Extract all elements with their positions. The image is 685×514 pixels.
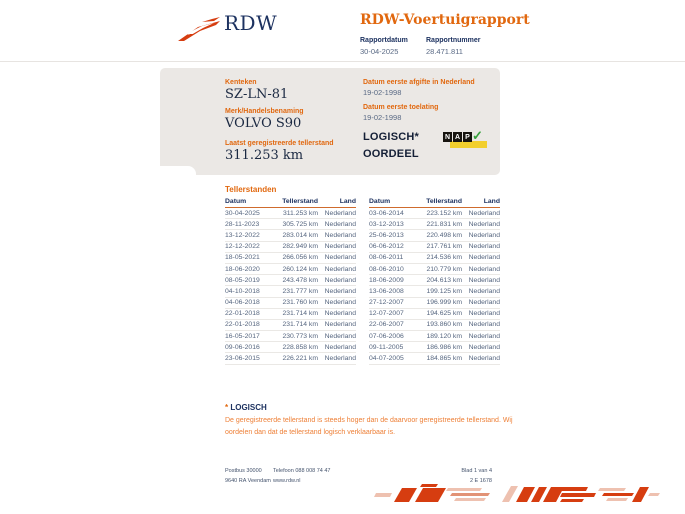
nap-letter-n: N [444, 133, 451, 141]
table-cell: 09-11-2005 [369, 343, 404, 351]
table-row [369, 242, 500, 253]
table-row [369, 298, 500, 309]
table-row [369, 320, 500, 331]
table-cell: Nederland [324, 220, 356, 228]
column-header-tellerstand: Tellerstand [282, 198, 318, 205]
table-cell: 12-12-2022 [225, 243, 260, 251]
table-cell: 12-07-2007 [369, 310, 404, 318]
table-cell: 22-01-2018 [225, 310, 260, 318]
table-cell: Nederland [324, 299, 356, 307]
table-row [225, 253, 356, 264]
table-row [369, 309, 500, 320]
table-row [225, 264, 356, 275]
table-cell: 184.865 km [426, 355, 462, 363]
page-title: RDW-Voertuigrapport [360, 12, 530, 28]
footer [225, 466, 331, 487]
table-cell: 08-06-2011 [369, 254, 404, 262]
table-row [225, 342, 356, 353]
merk-value: VOLVO S90 [225, 116, 302, 131]
table-cell: 09-06-2016 [225, 343, 260, 351]
footer-phone: Telefoon 088 008 74 47 [273, 468, 331, 474]
table-cell: Nederland [468, 343, 500, 351]
table-cell: Nederland [468, 243, 500, 251]
table-cell: 04-06-2018 [225, 299, 260, 307]
table-cell: 231.714 km [282, 310, 318, 318]
tellerstanden-title: Tellerstanden [225, 185, 277, 194]
table-cell: Nederland [324, 209, 356, 217]
table-cell: Nederland [324, 231, 356, 239]
table-cell: 04-07-2005 [369, 355, 404, 363]
vehicle-summary-panel [160, 68, 500, 175]
rdw-stripes-graphic [372, 484, 660, 511]
nap-letter-p: P [463, 132, 472, 142]
table-cell: 260.124 km [282, 265, 318, 273]
rdw-logo-text: RDW [224, 11, 278, 35]
table-cell: Nederland [324, 254, 356, 262]
table-cell: 217.761 km [426, 243, 462, 251]
table-row [225, 230, 356, 241]
table-cell: 210.779 km [426, 265, 462, 273]
table-cell: Nederland [324, 321, 356, 329]
table-cell: 25-06-2013 [369, 231, 404, 239]
table-cell: 220.498 km [426, 231, 462, 239]
table-cell: 16-05-2017 [225, 332, 260, 340]
table-cell: 27-12-2007 [369, 299, 404, 307]
table-cell: Nederland [468, 220, 500, 228]
merk-label: Merk/Handelsbenaming [225, 108, 304, 115]
table-cell: Nederland [468, 265, 500, 273]
table-cell: Nederland [324, 332, 356, 340]
column-header-datum: Datum [369, 198, 391, 205]
table-cell: Nederland [468, 299, 500, 307]
table-row [225, 353, 356, 364]
table-row [369, 208, 500, 219]
column-header-land: Land [339, 198, 356, 205]
oordeel-text: LOGISCH* OORDEEL [363, 131, 419, 160]
table-cell: Nederland [324, 355, 356, 363]
table-cell: 231.714 km [282, 321, 318, 329]
table-cell: 07-06-2006 [369, 332, 404, 340]
nap-logo [443, 128, 491, 150]
table-cell: 283.014 km [282, 231, 318, 239]
table-cell: 08-06-2010 [369, 265, 404, 273]
table-row [369, 264, 500, 275]
table-cell: 204.613 km [426, 276, 462, 284]
table-row [225, 219, 356, 230]
table-cell: 199.125 km [426, 287, 462, 295]
afgifte-label: Datum eerste afgifte in Nederland [363, 79, 475, 86]
table-cell: 305.725 km [282, 220, 318, 228]
table-cell: 189.120 km [426, 332, 462, 340]
table-cell: 22-01-2018 [225, 321, 260, 329]
table-cell: 03-06-2014 [369, 209, 404, 217]
table-cell: 18-06-2009 [369, 276, 404, 284]
footer-website-link[interactable]: www.rdw.nl [273, 478, 301, 485]
table-cell: 23-06-2015 [225, 355, 260, 363]
table-row [225, 286, 356, 297]
table-row [369, 253, 500, 264]
tellerstand-value: 311.253 km [225, 148, 304, 163]
table-cell: 214.536 km [426, 254, 462, 262]
table-cell: 226.221 km [282, 355, 318, 363]
report-number-label: Rapportnummer [426, 37, 481, 44]
nap-check-icon: ✓ [472, 128, 483, 143]
table-row [225, 275, 356, 286]
report-date-value: 30-04-2025 [360, 47, 399, 56]
table-cell: 228.858 km [282, 343, 318, 351]
footer-address-line1: Postbus 30000 [225, 468, 262, 474]
table-cell: 243.478 km [282, 276, 318, 284]
table-row [369, 286, 500, 297]
table-cell: Nederland [468, 254, 500, 262]
table-cell: 266.056 km [282, 254, 318, 262]
toelating-value: 19-02-1998 [363, 113, 402, 122]
table-cell: 194.625 km [426, 310, 462, 318]
table-row [369, 342, 500, 353]
table-row [369, 275, 500, 286]
header-divider [0, 61, 685, 62]
afgifte-value: 19-02-1998 [363, 88, 402, 97]
table-cell: 30-04-2025 [225, 209, 260, 217]
table-cell: Nederland [468, 310, 500, 318]
table-cell: 18-05-2021 [225, 254, 260, 262]
table-cell: Nederland [324, 265, 356, 273]
footer-address-line2: 9640 RA Veendam [225, 478, 271, 485]
table-cell: 06-06-2012 [369, 243, 404, 251]
table-cell: 193.860 km [426, 321, 462, 329]
table-cell: Nederland [324, 343, 356, 351]
kenteken-value: SZ-LN-81 [225, 87, 289, 102]
tellerstanden-table-right [369, 198, 500, 365]
table-cell: Nederland [324, 287, 356, 295]
table-cell: 13-06-2008 [369, 287, 404, 295]
table-cell: Nederland [468, 231, 500, 239]
table-row [225, 208, 356, 219]
tellerstanden-table-left [225, 198, 356, 365]
table-cell: 04-10-2018 [225, 287, 260, 295]
rdw-logo-icon [176, 15, 220, 48]
table-cell: 311.253 km [282, 209, 318, 217]
table-row [225, 242, 356, 253]
table-cell: Nederland [468, 355, 500, 363]
column-header-land: Land [483, 198, 500, 205]
column-header-datum: Datum [225, 198, 247, 205]
table-cell: 231.760 km [282, 299, 318, 307]
page-indicator: Blad 1 van 4 [461, 468, 492, 474]
table-row [225, 298, 356, 309]
table-cell: Nederland [468, 287, 500, 295]
footnote-body: De geregistreerde tellerstand is steeds hoger dan de daarvoor geregistreerde tellerstand. Wij oordelen dan dat de tellerstand logisch verklaarbaar is. [225, 417, 513, 436]
table-cell: Nederland [468, 332, 500, 340]
kenteken-label: Kenteken [225, 79, 257, 86]
report-number-value: 28.471.811 [426, 47, 463, 56]
table-row [369, 353, 500, 364]
toelating-label: Datum eerste toelating [363, 104, 439, 111]
table-cell: 13-12-2022 [225, 231, 260, 239]
table-cell: 282.949 km [282, 243, 318, 251]
table-cell: 221.831 km [426, 220, 462, 228]
table-row [369, 331, 500, 342]
footnote-heading: LOGISCH [230, 403, 267, 412]
table-cell: 08-05-2019 [225, 276, 260, 284]
nap-letter-a: A [454, 133, 461, 141]
tellerstand-label: Laatst geregistreerde tellerstand [225, 140, 334, 147]
table-cell: Nederland [324, 310, 356, 318]
column-header-tellerstand: Tellerstand [426, 198, 462, 205]
table-cell: Nederland [324, 276, 356, 284]
logisch-footnote [225, 403, 527, 438]
table-cell: Nederland [468, 209, 500, 217]
report-meta [360, 37, 494, 56]
table-cell: 186.986 km [426, 343, 462, 351]
table-row [225, 309, 356, 320]
table-cell: 22-06-2007 [369, 321, 404, 329]
table-cell: Nederland [468, 321, 500, 329]
table-row [225, 331, 356, 342]
table-row [369, 219, 500, 230]
table-cell: 03-12-2013 [369, 220, 404, 228]
table-cell: 196.999 km [426, 299, 462, 307]
table-cell: Nederland [324, 243, 356, 251]
table-cell: 230.773 km [282, 332, 318, 340]
table-cell: Nederland [468, 276, 500, 284]
table-cell: 18-06-2020 [225, 265, 260, 273]
table-cell: 223.152 km [426, 209, 462, 217]
table-row [225, 320, 356, 331]
report-date-label: Rapportdatum [360, 37, 408, 44]
table-cell: 231.777 km [282, 287, 318, 295]
tellerstanden-section [225, 185, 501, 365]
table-row [369, 230, 500, 241]
form-code: 2 E 1678 [469, 478, 492, 485]
table-cell: 28-11-2023 [225, 220, 260, 228]
footnote-asterisk: * [225, 403, 231, 412]
